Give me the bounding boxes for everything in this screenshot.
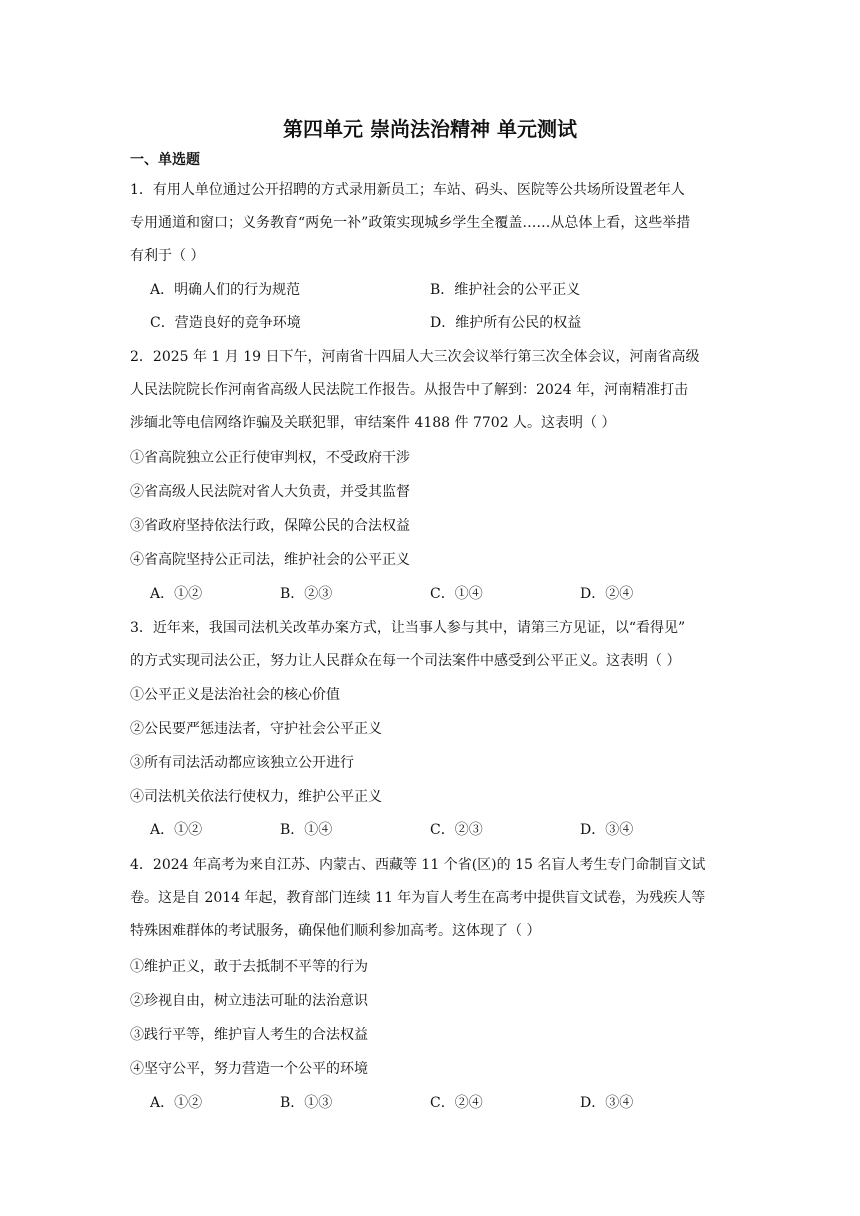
question-3-stem-line-2: 的方式实现司法公正，努力让人民群众在每一个司法案件中感受到公平正义。这表明（ ） — [130, 653, 681, 669]
question-3-option-a[interactable]: A．①② — [150, 822, 203, 838]
question-2-stem-line-1: 2．2025 年 1 月 19 日下午，河南省十四届人大三次会议举行第三次全体会议，河南省高级 — [130, 349, 700, 365]
question-2-option-c[interactable]: C．①④ — [430, 586, 483, 602]
question-2-statement-4: ④省高院坚持公正司法，维护社会的公平正义 — [130, 552, 410, 568]
question-2-statement-3: ③省政府坚持依法行政，保障公民的合法权益 — [130, 518, 410, 534]
question-1-stem-line-2: 专用通道和窗口；义务教育“两免一补”政策实现城乡学生全覆盖……从总体上看，这些举措 — [130, 215, 691, 231]
question-3-stem-line-1: 3．近年来，我国司法机关改革办案方式，让当事人参与其中，请第三方见证，以“看得见” — [130, 620, 686, 636]
question-2-option-b[interactable]: B．②③ — [280, 586, 333, 602]
question-3-option-b[interactable]: B．①④ — [280, 822, 333, 838]
question-3-statement-1: ①公平正义是法治社会的核心价值 — [130, 687, 340, 703]
question-3-statement-2: ②公民要严惩违法者，守护社会公平正义 — [130, 721, 382, 737]
question-1-option-d[interactable]: D．维护所有公民的权益 — [430, 315, 582, 331]
question-2-option-d[interactable]: D．②④ — [580, 586, 634, 602]
question-4-option-d[interactable]: D．③④ — [580, 1095, 634, 1111]
question-3-option-d[interactable]: D．③④ — [580, 822, 634, 838]
question-3-statement-4: ④司法机关依法行使权力，维护公平正义 — [130, 789, 382, 805]
question-1-stem-line-1: 1．有用人单位通过公开招聘的方式录用新员工；车站、码头、医院等公共场所设置老年人 — [130, 182, 685, 198]
question-2-stem-line-3: 涉缅北等电信网络诈骗及关联犯罪，审结案件 4188 件 7702 人。这表明（ ） — [130, 415, 616, 431]
question-2-statement-1: ①省高院独立公正行使审判权，不受政府干涉 — [130, 450, 410, 466]
question-2-statement-2: ②省高级人民法院对省人大负责，并受其监督 — [130, 484, 410, 500]
question-1-stem-line-3: 有利于（ ） — [130, 248, 205, 264]
question-2-stem-line-2: 人民法院院长作河南省高级人民法院工作报告。从报告中了解到：2024 年，河南精准打击 — [130, 382, 689, 398]
question-2-option-a[interactable]: A．①② — [150, 586, 203, 602]
section-heading: 一、单选题 — [130, 152, 200, 168]
question-4-option-a[interactable]: A．①② — [150, 1095, 203, 1111]
question-4-stem-line-3: 特殊困难群体的考试服务，确保他们顺利参加高考。这体现了（ ） — [130, 923, 541, 939]
question-1-option-c[interactable]: C．营造良好的竞争环境 — [150, 315, 301, 331]
question-3-option-c[interactable]: C．②③ — [430, 822, 483, 838]
question-4-option-b[interactable]: B．①③ — [280, 1095, 333, 1111]
page-title: 第四单元 崇尚法治精神 单元测试 — [283, 117, 577, 141]
question-4-statement-2: ②珍视自由，树立违法可耻的法治意识 — [130, 993, 368, 1009]
question-4-statement-4: ④坚守公平，努力营造一个公平的环境 — [130, 1061, 368, 1077]
question-4-stem-line-2: 卷。这是自 2014 年起，教育部门连续 11 年为盲人考生在高考中提供盲文试卷，为残疾人等 — [130, 890, 706, 906]
question-4-option-c[interactable]: C．②④ — [430, 1095, 483, 1111]
question-1-option-b[interactable]: B．维护社会的公平正义 — [430, 282, 581, 298]
question-4-statement-3: ③践行平等，维护盲人考生的合法权益 — [130, 1027, 368, 1043]
question-1-option-a[interactable]: A．明确人们的行为规范 — [150, 282, 301, 298]
question-4-statement-1: ①维护正义，敢于去抵制不平等的行为 — [130, 959, 368, 975]
question-3-statement-3: ③所有司法活动都应该独立公开进行 — [130, 755, 354, 771]
question-4-stem-line-1: 4．2024 年高考为来自江苏、内蒙古、西藏等 11 个省(区)的 15 名盲人考生专门命制盲文试 — [130, 857, 706, 873]
